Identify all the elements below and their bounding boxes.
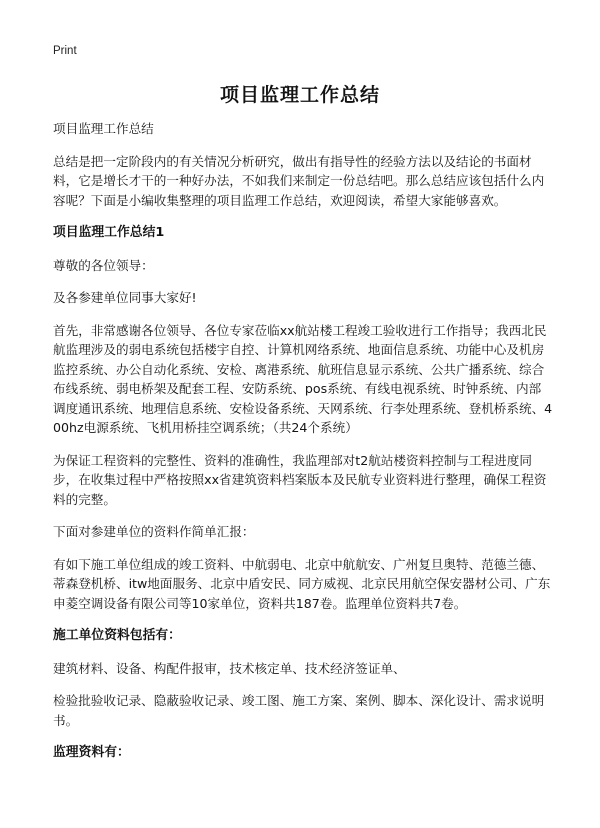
subtitle: 项目监理工作总结	[53, 121, 154, 136]
greeting-line-2: 及各参建单位同事大家好!	[53, 290, 197, 305]
materials-paragraph: 建筑材料、设备、构配件报审，技术核定单、技术经济签证单、	[53, 660, 406, 676]
greeting-line-1: 尊敬的各位领导：	[53, 257, 154, 273]
page-title: 项目监理工作总结	[219, 84, 380, 106]
document-body	[53, 119, 553, 776]
print-label: Print	[53, 45, 77, 57]
inspection-paragraph: 检验批验收记录、隐蔽验收记录、竣工图、施工方案、案例、脚本、深化设计、需求说明书。	[53, 693, 545, 728]
systems-paragraph: 首先，非常感谢各位领导、各位专家莅临xx航站楼工程竣工验收进行工作指导；我西北民航监理涉及的弱电系统包括楼宇自控、计算机网络系统、地面信息系统、功能中心及机房监控系统、办公自动化系统、安检、离港系统、航班信息显示系统、公共广播系统、综合布线系统、弱电桥架及配套工程、安防系统、pos系统、有线电视系统、时钟系统、内部调度通讯系统、地理信息系统、安检设备系统、天网系统、行李处理系统、登机桥系统、400hz电源系统、飞机用桥挂空调系统；（共24个系统）	[53, 322, 553, 435]
units-paragraph: 有如下施工单位组成的竣工资料、中航弱电、北京中航航安、广州复旦奥特、范德兰德、蒂森登机桥、itw地面服务、北京中盾安民、同方威视、北京民用航空保安器材公司、广东申菱空调设备有限公司等10家单位，资料共187卷。监理单位资料共7卷。	[53, 556, 551, 611]
report-intro-paragraph: 下面对参建单位的资料作简单汇报：	[53, 524, 255, 539]
records-paragraph: 为保证工程资料的完整性、资料的准确性，我监理部对t2航站楼资料控制与工程进度同步，在收集过程中严格按照xx省建筑资料档案版本及民航专业资料进行整理，确保工程资料的完整。	[53, 452, 547, 507]
section-heading-3: 监理资料有：	[53, 745, 130, 760]
section-heading-1: 项目监理工作总结1	[53, 225, 165, 240]
intro-paragraph: 总结是把一定阶段内的有关情况分析研究，做出有指导性的经验方法以及结论的书面材料，它是增长才干的一种好办法，不如我们来制定一份总结吧。那么总结应该包括什么内容呢？下面是小编收集整理的项目监理工作总结，欢迎阅读，希望大家能够喜欢。	[53, 153, 545, 208]
section-heading-2: 施工单位资料包括有：	[53, 628, 181, 643]
